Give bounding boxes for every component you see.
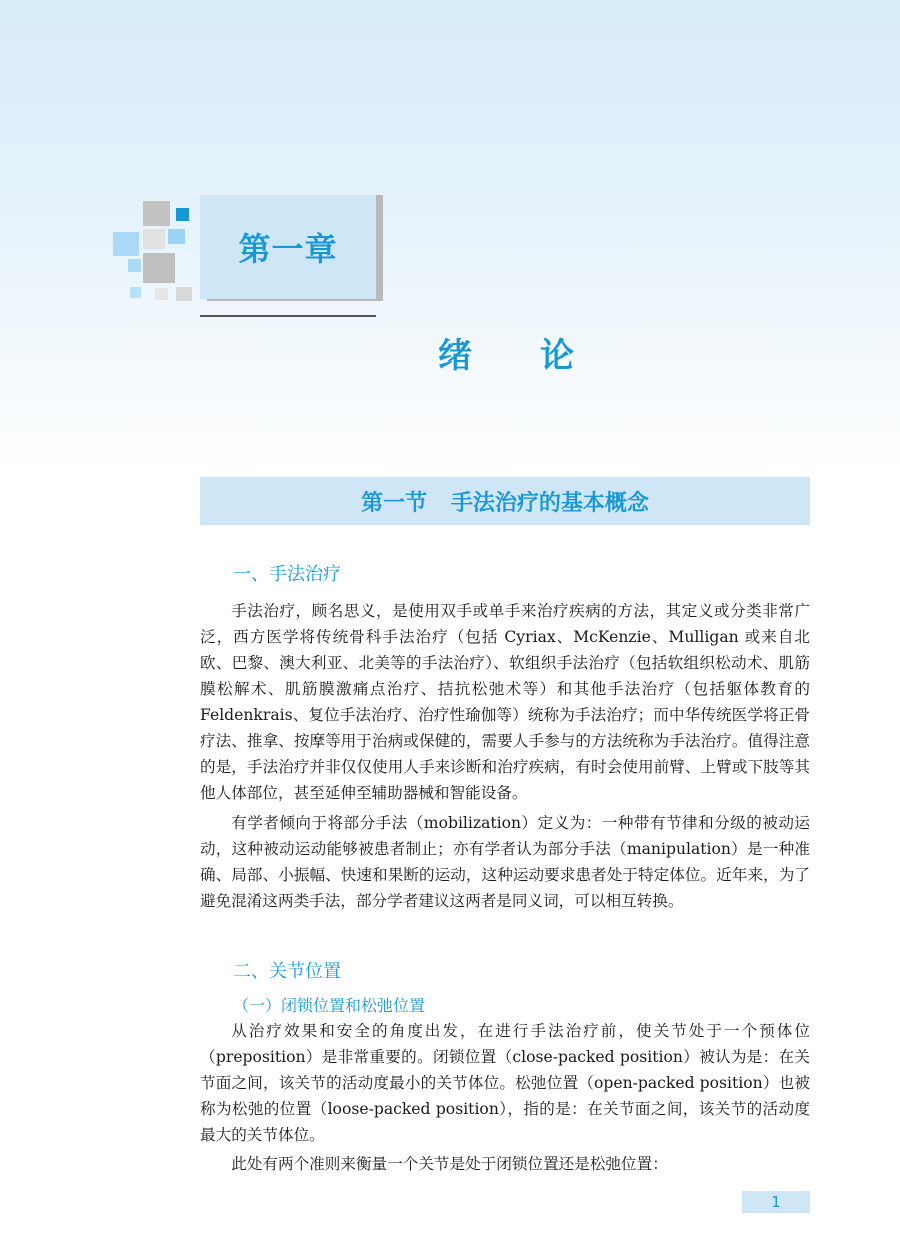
deco-square [176,208,189,221]
body-paragraph: 此处有两个准则来衡量一个关节是处于闭锁位置还是松弛位置： [231,1155,668,1173]
subsection-heading-manual-therapy: 一、手法治疗 [233,564,341,585]
subsection-heading-joint-position: 二、关节位置 [233,961,341,982]
deco-square [128,259,141,272]
deco-square [176,287,192,301]
body-paragraph: 手法治疗，顾名思义，是使用双手或单手来治疗疾病的方法，其定义或分类非常广泛，西方医学将传统骨科手法治疗（包括 Cyriax、McKenzie、Mulligan 或来自北欧、巴黎、澳大利亚、北美等的手法治疗）、软组织手法治疗（包括软组织松动术、肌筋膜松解术、肌筋膜激痛点治疗、拮抗松弛术等）和其他手法治疗（包括躯体教育的 Feldenkrais、复位手法治疗、治疗性瑜伽等）统称为手法治疗；而中华传统医学将正骨疗法、推拿、按摩等用于治病或保健的，需要人手参与的方法统称为手法治疗。值得注意的是，手法治疗并非仅仅使用人手来诊断和治疗疾病，有时会使用前臂、上臂或下肢等其他人体部位，甚至延伸至辅助器械和智能设备。 [200,602,810,802]
chapter-label-box [200,195,376,299]
deco-square [168,229,185,244]
deco-square [143,201,170,226]
section-title: 第一节 手法治疗的基本概念 [361,489,649,516]
section-title-band [200,477,810,525]
chapter-title: 绪论 [438,336,642,376]
page-number-bar [742,1191,810,1213]
deco-square [113,232,139,256]
deco-square [130,287,141,298]
deco-square [155,288,168,300]
chapter-label: 第一章 [238,230,338,268]
deco-square [143,253,175,283]
page-number: 1 [771,1193,781,1211]
chapter-divider [200,315,376,317]
sub-subsection-heading: （一）闭锁位置和松弛位置 [233,996,426,1015]
deco-square [143,229,165,249]
body-paragraph: 有学者倾向于将部分手法（mobilization）定义为：一种带有节律和分级的被动运动，这种被动运动能够被患者制止；亦有学者认为部分手法（manipulation）是一种准确、局部、小振幅、快速和果断的运动，这种运动要求患者处于特定体位。近年来，为了避免混淆这两类手法，部分学者建议这两者是同义词，可以相互转换。 [200,814,810,910]
body-paragraph: 从治疗效果和安全的角度出发，在进行手法治疗前，使关节处于一个预体位（preposition）是非常重要的。闭锁位置（close-packed position）被认为是：在关节面之间，该关节的活动度最小的关节体位。松弛位置（open-packed position）也被称为松弛的位置（loose-packed position），指的是：在关节面之间，该关节的活动度最大的关节体位。 [200,1022,810,1144]
